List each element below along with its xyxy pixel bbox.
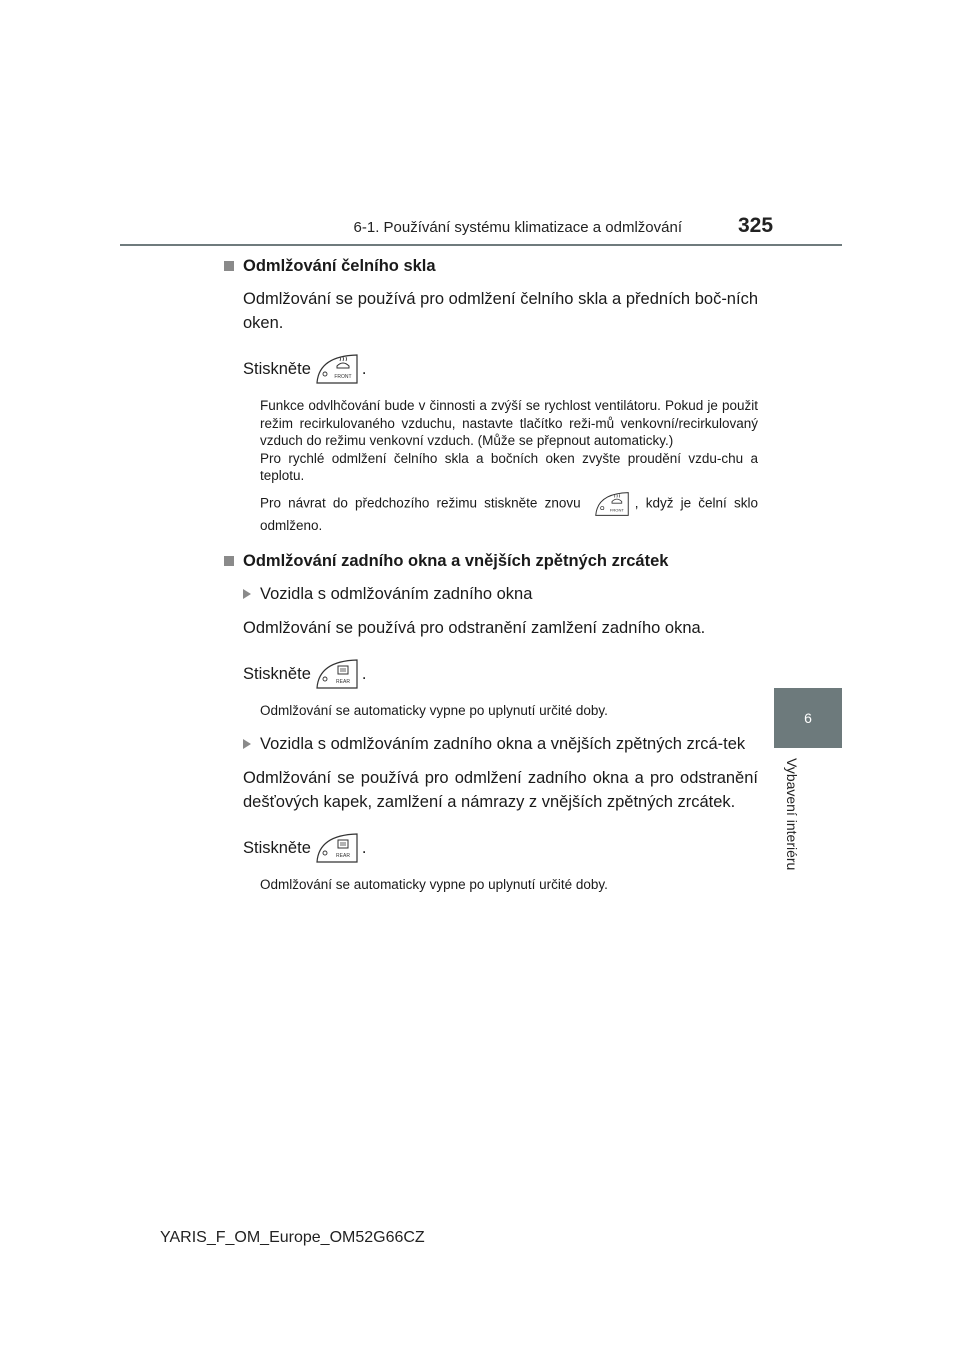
rear-press-instruction-2: Stiskněte REAR . <box>243 832 758 864</box>
section-heading-rear: Odmlžování zadního okna a vnějších zpětných zrcátek <box>222 550 758 572</box>
square-bullet-icon <box>224 261 234 271</box>
note-paragraph: Odmlžování se automaticky vypne po uplynutí určité doby. <box>260 703 608 718</box>
front-button-text: FRONT <box>334 374 352 380</box>
page-content <box>222 255 758 893</box>
rear-variant-2: Vozidla s odmlžováním zadního okna a vnějších zpětných zrcá-tek <box>243 732 758 756</box>
rear-press-instruction-1: Stiskněte REAR . <box>243 658 758 690</box>
triangle-bullet-icon <box>243 739 251 749</box>
front-defroster-button-icon <box>592 491 632 517</box>
rear-variant-1: Vozidla s odmlžováním zadního okna <box>243 582 758 606</box>
page-header-title: 6-1. Používání systému klimatizace a odmlžování <box>353 219 682 236</box>
header-rule <box>120 244 842 246</box>
front-button-text: FRONT <box>609 506 624 512</box>
rear-note-2 <box>260 876 758 894</box>
rear-description-1: Odmlžování se používá pro odstranění zamlžení zadního okna. <box>243 619 706 637</box>
rear-defroster-button-icon <box>315 658 359 690</box>
rear-description-2: Odmlžování se používá pro odmlžení zadního okna a pro odstranění dešťových kapek, zamlžení a námrazy z vnějších zpětných zrcátek. <box>243 768 758 811</box>
chapter-tab: 6 <box>774 688 842 748</box>
rear-defroster-button-icon <box>315 832 359 864</box>
front-defroster-button-icon <box>315 353 359 385</box>
page-number: 325 <box>738 214 774 237</box>
note-paragraph: Pro návrat do předchozího režimu stiskněte znovu FRONT , když je čelní sklo odmlženo. <box>260 491 758 535</box>
triangle-bullet-icon <box>243 589 251 599</box>
note-paragraph: Funkce odvlhčování bude v činnosti a zvýší se rychlost ventilátoru. Pokud je použit režim recirkulovaného vzduchu, nastavte tlačítko reži-mů venkovní/recirkulovaný vzduch do režimu venkovní vzduch. (Může se přepnout automaticky.) <box>260 398 758 448</box>
rear-note-1 <box>260 702 758 720</box>
windshield-description: Odmlžování se používá pro odmlžení čelního skla a předních boč-ních oken. <box>243 290 758 332</box>
windshield-notes <box>260 397 758 534</box>
rear-button-text: REAR <box>335 852 350 859</box>
note-paragraph: Pro rychlé odmlžení čelního skla a bočních oken zvyšte proudění vzdu-chu a teplotu. <box>260 450 758 483</box>
footer-doc-code: YARIS_F_OM_Europe_OM52G66CZ <box>160 1229 425 1246</box>
rear-button-text: REAR <box>335 679 350 685</box>
square-bullet-icon <box>224 556 234 566</box>
chapter-label: Vybavení interiéru <box>784 758 800 871</box>
note-paragraph: Odmlžování se automaticky vypne po uplynutí určité doby. <box>260 876 608 892</box>
windshield-press-instruction: Stiskněte FRONT . <box>243 353 758 385</box>
section-heading-windshield: Odmlžování čelního skla <box>222 255 758 277</box>
